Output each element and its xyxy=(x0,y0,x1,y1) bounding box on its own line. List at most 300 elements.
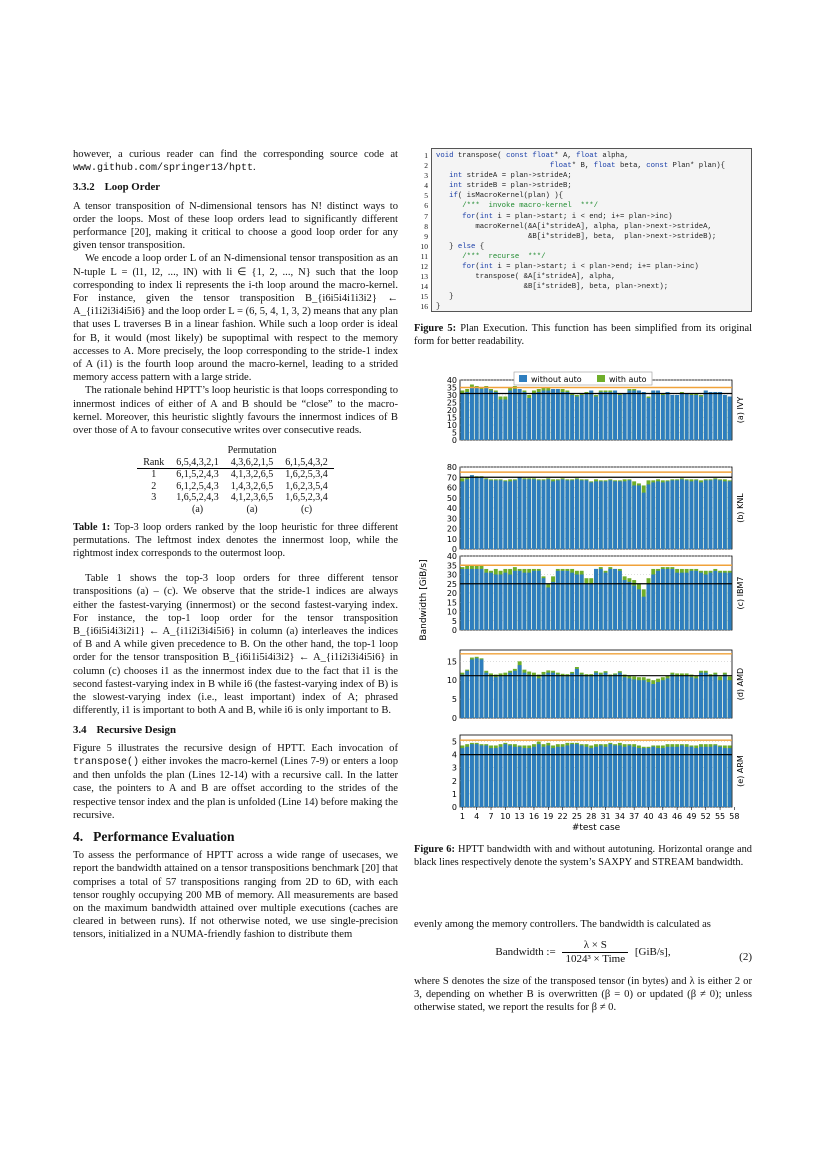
bar-without-auto xyxy=(647,584,651,630)
bar-without-auto xyxy=(470,388,474,441)
bar-without-auto xyxy=(584,584,588,630)
bar-without-auto xyxy=(561,747,565,807)
bar-without-auto xyxy=(728,573,732,630)
bar-without-auto xyxy=(723,675,727,718)
bar-without-auto xyxy=(570,480,574,549)
bar-without-auto xyxy=(475,388,479,441)
bar-without-auto xyxy=(656,748,660,807)
y-tick-label: 20 xyxy=(446,406,457,415)
bar-without-auto xyxy=(542,578,546,630)
bar-without-auto xyxy=(594,397,598,441)
bar-without-auto xyxy=(508,575,512,631)
bar-without-auto xyxy=(661,395,665,440)
code-box xyxy=(431,148,752,312)
y-tick-label: 0 xyxy=(451,436,457,445)
bar-without-auto xyxy=(694,678,698,718)
bar-without-auto xyxy=(608,392,612,440)
x-tick-label: 22 xyxy=(557,812,568,821)
y-tick-label: 3 xyxy=(451,763,457,773)
bar-without-auto xyxy=(718,573,722,630)
bar-without-auto xyxy=(494,392,498,440)
legend-swatch-without xyxy=(519,375,527,382)
bar-without-auto xyxy=(546,587,550,630)
bar-without-auto xyxy=(632,747,636,807)
bar-without-auto xyxy=(637,748,641,807)
bar-without-auto xyxy=(584,394,588,441)
bar-without-auto xyxy=(627,582,631,630)
bar-without-auto xyxy=(594,747,598,807)
y-tick-label: 0 xyxy=(451,545,457,554)
performance-evaluation-paragraph: To assess the performance of HPTT across a wide range of usecases, we report the bandwidth attained on a tensor transpositions benchmark [20] that comprises a total of 57 transpositions ranging from 2D to 6D, with each tensor roughly occupying 200 MB of memory. All measurements are based on the maximum bandwidth attained over multiple executions (caches are cleared in between runs). If not otherwise noted, we use single-precision tensors, initialized in a NUMA-friendly fashion to distribute them xyxy=(73,850,398,941)
bar-without-auto xyxy=(637,589,641,630)
bar-without-auto xyxy=(589,748,593,807)
code-listing xyxy=(414,148,752,312)
y-tick-label: 60 xyxy=(446,483,457,493)
bar-without-auto xyxy=(699,673,703,718)
bar-without-auto xyxy=(689,747,693,807)
bar-without-auto xyxy=(484,673,488,718)
bar-without-auto xyxy=(542,747,546,807)
panel-label: (d) AMD xyxy=(736,667,745,701)
bar-without-auto xyxy=(647,748,651,807)
bar-without-auto xyxy=(670,747,674,807)
y-tick-label: 30 xyxy=(446,570,457,580)
bar-without-auto xyxy=(709,573,713,630)
bar-without-auto xyxy=(694,480,698,549)
equation-number: (2) xyxy=(739,951,752,964)
bar-without-auto xyxy=(503,676,507,718)
bar-without-auto xyxy=(532,571,536,630)
y-tick-label: 30 xyxy=(446,514,457,524)
bar-without-auto xyxy=(575,744,579,807)
bandwidth-paragraph: evenly among the memory controllers. The bandwidth is calculated as xyxy=(414,919,711,930)
bar-without-auto xyxy=(465,479,469,549)
bar-without-auto xyxy=(489,480,493,549)
x-axis-label: #test case xyxy=(571,823,621,830)
table-row: 2 6,1,2,5,4,3 1,4,3,2,6,5 1,6,2,3,5,4 xyxy=(151,480,328,492)
bar-without-auto xyxy=(589,676,593,718)
x-tick-label: 58 xyxy=(729,812,740,821)
bar-without-auto xyxy=(546,391,550,441)
bar-without-auto xyxy=(685,394,689,441)
bar-without-auto xyxy=(647,682,651,718)
bar-without-auto xyxy=(489,748,493,807)
bar-without-auto xyxy=(670,675,674,718)
bar-without-auto xyxy=(613,569,617,630)
loop-order-paragraph-3: The rationale behind HPTT’s loop heuristic is that loops corresponding to innermost indices of either of A and B should be “close” to the macro-kernel. Moreover, this heuristic slightly favours the innermost indices of B over those of A to favour consecutive writes over consecutive reads. xyxy=(73,385,398,437)
bar-without-auto xyxy=(465,747,469,807)
bandwidth-equation: Bandwidth := $\frac{\lambda \times S}{\text{1024³ × Time}}$ [GiB/s], (2) xyxy=(495,939,752,966)
table-discussion-paragraph: Table 1 shows the top-3 loop orders for three different tensor transpositions (a) – (c). We observe that the stride-1 indices are always either the fastest-varying (innermost) or the second fastest-varying index. For instance, the top-1 loop order for the tensor transposition B_{i6i5i4i3i2i1} ← A_{i1i2i3i4i5i6} in column (a) interleaves the indices of B and A while given precedence to B. On the other hand, the top-1 loop order for the tensor transposition B_{i6i1i5i4i3i2} ← A_{i1i2i3i4i5i6} in column (c) chooses i1 as the innermost index due to the fact that i1 is the second fastest-varying index in B while i6 (the fastest-varying index of B) is the slowest-varying index (i.e., least important) index of A; phrased differently, i1 is important to both A and B, while i6 is only important to B. xyxy=(73,573,398,717)
bandwidth-definition-paragraph: where S denotes the size of the transposed tensor (in bytes) and λ is either 2 or 3, depending on whether B is overwritten (β = 0) or updated (β ≠ 0); unless otherwise stated, we report the results for β ≠ 0. xyxy=(414,975,752,1014)
intro-paragraph: however, a curious reader can find the corresponding source code at www.github.com/springer13/hptt. xyxy=(73,149,398,175)
y-tick-label: 40 xyxy=(446,552,457,561)
bar-without-auto xyxy=(460,675,464,718)
bar-without-auto xyxy=(666,392,670,440)
legend-label-with: with auto xyxy=(609,375,647,384)
loop-order-paragraph-1: A tensor transposition of N-dimensional tensors has N! distinct ways to order the loops. Most of these loop orders lead to significantly different performance [20], making it critical to choose a good loop order for any given tensor transposition. xyxy=(73,200,398,252)
bar-without-auto xyxy=(527,748,531,807)
bar-without-auto xyxy=(632,391,636,441)
bar-without-auto xyxy=(489,676,493,718)
bar-without-auto xyxy=(537,480,541,549)
y-tick-label: 20 xyxy=(446,589,457,598)
bar-without-auto xyxy=(546,673,550,718)
x-tick-label: 43 xyxy=(657,812,668,821)
bar-without-auto xyxy=(709,747,713,807)
bar-without-auto xyxy=(694,748,698,807)
bar-without-auto xyxy=(661,482,665,549)
bar-without-auto xyxy=(723,573,727,630)
bar-without-auto xyxy=(608,480,612,549)
bar-without-auto xyxy=(570,744,574,807)
y-tick-label: 15 xyxy=(446,413,457,423)
bar-without-auto xyxy=(689,677,693,718)
panel-label: (c) IBM7 xyxy=(736,576,745,610)
bar-without-auto xyxy=(475,744,479,807)
section-3-4-heading: 3.4 Recursive Design xyxy=(73,723,176,736)
bar-without-auto xyxy=(542,391,546,441)
bar-without-auto xyxy=(699,573,703,630)
bar-without-auto xyxy=(484,479,488,549)
bar-without-auto xyxy=(661,748,665,807)
bar-without-auto xyxy=(608,744,612,807)
bar-without-auto xyxy=(604,573,608,630)
y-tick-label: 5 xyxy=(451,428,457,438)
bar-without-auto xyxy=(699,482,703,549)
bar-without-auto xyxy=(680,394,684,441)
bar-without-auto xyxy=(537,571,541,630)
bar-without-auto xyxy=(675,747,679,807)
bar-without-auto xyxy=(604,673,608,718)
table-perm-header: 4,3,6,2,1,5 xyxy=(230,456,274,468)
y-tick-label: 50 xyxy=(446,493,457,503)
bar-without-auto xyxy=(723,748,727,807)
bar-without-auto xyxy=(718,747,722,807)
y-tick-label: 15 xyxy=(446,657,457,667)
bar-without-auto xyxy=(670,569,674,630)
bar-without-auto xyxy=(561,676,565,718)
y-tick-label: 1 xyxy=(451,789,457,799)
y-tick-label: 0 xyxy=(451,626,457,635)
bar-without-auto xyxy=(675,676,679,718)
right-bottom-text xyxy=(414,918,752,1014)
y-tick-label: 70 xyxy=(446,473,457,483)
bar-without-auto xyxy=(604,747,608,807)
bar-without-auto xyxy=(632,586,636,630)
bar-without-auto xyxy=(651,482,655,549)
bar-without-auto xyxy=(713,392,717,440)
x-tick-label: 1 xyxy=(459,812,465,821)
section-4-heading: 4. Performance Evaluation xyxy=(73,828,235,844)
bar-without-auto xyxy=(680,479,684,549)
table-rank-header: Rank xyxy=(143,456,165,468)
table-perm-header: 6,1,5,4,3,2 xyxy=(285,456,328,468)
figure-6-caption-block xyxy=(414,843,752,869)
bar-without-auto xyxy=(503,573,507,630)
bar-without-auto xyxy=(475,569,479,630)
bar-without-auto xyxy=(728,481,732,549)
left-column xyxy=(73,148,398,942)
bar-without-auto xyxy=(661,569,665,630)
bar-without-auto xyxy=(537,744,541,807)
bar-without-auto xyxy=(499,747,503,807)
bar-without-auto xyxy=(522,479,526,549)
bar-without-auto xyxy=(480,477,484,549)
bar-without-auto xyxy=(623,481,627,549)
bar-without-auto xyxy=(685,573,689,630)
y-tick-label: 5 xyxy=(451,695,457,705)
bar-without-auto xyxy=(565,676,569,718)
bar-without-auto xyxy=(713,479,717,549)
bar-without-auto xyxy=(561,571,565,630)
bar-without-auto xyxy=(513,571,517,630)
bar-without-auto xyxy=(704,575,708,631)
bar-without-auto xyxy=(513,671,517,718)
bar-without-auto xyxy=(666,678,670,718)
github-url[interactable]: www.github.com/springer13/hptt xyxy=(73,163,254,175)
bar-without-auto xyxy=(613,675,617,718)
bar-without-auto xyxy=(527,573,531,630)
x-tick-label: 31 xyxy=(600,812,611,821)
bar-without-auto xyxy=(527,675,531,718)
bar-without-auto xyxy=(484,573,488,630)
bar-without-auto xyxy=(460,569,464,630)
bar-without-auto xyxy=(680,676,684,718)
y-tick-label: 2 xyxy=(451,776,457,786)
bar-without-auto xyxy=(675,480,679,549)
bar-without-auto xyxy=(599,481,603,549)
bar-without-auto xyxy=(556,389,560,440)
bar-without-auto xyxy=(685,676,689,718)
bar-without-auto xyxy=(580,480,584,549)
panel-label: (a) IVY xyxy=(736,396,745,424)
code-line-numbers: 1 2 3 4 5 6 7 8 9 10 11 12 13 14 15 16 xyxy=(420,151,428,312)
bar-without-auto xyxy=(508,391,512,441)
bar-without-auto xyxy=(494,480,498,549)
bar-without-auto xyxy=(556,675,560,718)
table-group-header: Permutation xyxy=(227,445,277,457)
bar-without-auto xyxy=(642,748,646,807)
bar-without-auto xyxy=(651,575,655,631)
bar-without-auto xyxy=(718,392,722,440)
y-tick-label: 35 xyxy=(446,561,457,571)
y-tick-label: 0 xyxy=(451,803,457,812)
bar-without-auto xyxy=(594,569,598,630)
bar-without-auto xyxy=(518,571,522,630)
bar-without-auto xyxy=(565,480,569,549)
y-tick-label: 40 xyxy=(446,504,457,513)
bar-without-auto xyxy=(651,391,655,441)
bar-without-auto xyxy=(637,485,641,549)
bar-without-auto xyxy=(589,584,593,630)
bar-without-auto xyxy=(642,493,646,549)
bar-without-auto xyxy=(484,388,488,441)
bar-without-auto xyxy=(499,575,503,631)
panel-label: (e) ARM xyxy=(736,755,745,787)
bar-without-auto xyxy=(623,677,627,718)
bar-without-auto xyxy=(465,392,469,440)
bar-without-auto xyxy=(604,392,608,440)
bar-without-auto xyxy=(637,391,641,441)
bar-without-auto xyxy=(666,569,670,630)
bar-without-auto xyxy=(575,575,579,631)
bar-without-auto xyxy=(689,571,693,630)
bar-without-auto xyxy=(642,680,646,718)
y-tick-label: 5 xyxy=(451,616,457,626)
bar-without-auto xyxy=(494,748,498,807)
bar-without-auto xyxy=(532,479,536,549)
bar-without-auto xyxy=(522,392,526,440)
x-tick-label: 37 xyxy=(629,812,640,821)
bar-without-auto xyxy=(575,479,579,549)
bar-without-auto xyxy=(489,391,493,441)
bar-without-auto xyxy=(522,748,526,807)
bar-without-auto xyxy=(675,395,679,440)
bar-without-auto xyxy=(527,479,531,549)
y-tick-label: 25 xyxy=(446,398,457,408)
bar-without-auto xyxy=(627,480,631,549)
x-tick-label: 13 xyxy=(514,812,525,821)
figure-5-caption: Figure 5: Plan Execution. This function has been simplified from its original form for better readability. xyxy=(414,323,752,347)
y-tick-label: 10 xyxy=(446,421,457,430)
bar-without-auto xyxy=(513,480,517,549)
bar-without-auto xyxy=(613,391,617,441)
bar-without-auto xyxy=(709,392,713,440)
bar-without-auto xyxy=(670,480,674,549)
bar-without-auto xyxy=(580,675,584,718)
bar-without-auto xyxy=(685,747,689,807)
bar-without-auto xyxy=(508,673,512,718)
bar-without-auto xyxy=(570,673,574,718)
bar-without-auto xyxy=(704,747,708,807)
bar-without-auto xyxy=(661,680,665,718)
bar-without-auto xyxy=(608,676,612,718)
bar-without-auto xyxy=(499,676,503,718)
bar-without-auto xyxy=(618,395,622,440)
bar-without-auto xyxy=(494,677,498,718)
bar-without-auto xyxy=(728,397,732,441)
bar-without-auto xyxy=(551,582,555,630)
bar-without-auto xyxy=(608,569,612,630)
bar-without-auto xyxy=(632,485,636,549)
table-row: 3 1,6,5,2,4,3 4,1,2,3,6,5 1,6,5,2,3,4 xyxy=(151,492,328,504)
x-tick-label: 46 xyxy=(672,812,683,821)
bar-without-auto xyxy=(666,481,670,549)
x-tick-label: 52 xyxy=(700,812,711,821)
bar-without-auto xyxy=(584,747,588,807)
y-tick-label: 30 xyxy=(446,391,457,400)
bar-without-auto xyxy=(518,477,522,549)
bar-without-auto xyxy=(580,395,584,440)
bar-without-auto xyxy=(618,571,622,630)
table-row: 1 6,1,5,2,4,3 4,1,3,2,6,5 1,6,2,5,3,4 xyxy=(151,469,328,481)
legend-swatch-with xyxy=(597,375,605,382)
bar-without-auto xyxy=(470,475,474,549)
bar-without-auto xyxy=(475,658,479,718)
bar-without-auto xyxy=(704,673,708,718)
bar-without-auto xyxy=(623,394,627,441)
bar-without-auto xyxy=(656,682,660,718)
x-tick-label: 40 xyxy=(643,812,654,821)
bar-without-auto xyxy=(647,398,651,440)
bar-without-auto xyxy=(556,747,560,807)
bar-without-auto xyxy=(656,481,660,549)
bar-without-auto xyxy=(537,392,541,440)
bar-without-auto xyxy=(465,671,469,718)
bar-without-auto xyxy=(647,484,651,549)
bar-without-auto xyxy=(623,747,627,807)
bar-without-auto xyxy=(480,569,484,630)
bar-without-auto xyxy=(460,394,464,441)
bar-without-auto xyxy=(570,395,574,440)
bar-without-auto xyxy=(565,571,569,630)
bar-without-auto xyxy=(670,395,674,440)
bar-without-auto xyxy=(551,481,555,549)
bar-without-auto xyxy=(546,479,550,549)
y-tick-label: 5 xyxy=(451,737,457,747)
bar-without-auto xyxy=(618,481,622,549)
y-tick-label: 20 xyxy=(446,524,457,534)
code-text: void transpose( const float* A, float alpha, float* B, float beta, const Plan* plan){ int strideA = plan->strideA; int strideB = plan->strideB; if( isMacroKernel(plan) ){ /*** invoke macro-kernel ***/ for(int i = plan->start; i < end; i+= plan->inc) macroKernel(&A[i*strideA], alpha, plan->next->strideA, &B[i*strideB], beta, plan->next->strideB); } else { /*** recurse ***/ for(int i = plan->start; i < plan->end; i+= plan->inc) transpose( &A[i*strideA], alpha, &B[i*strideB], beta, plan->next); } } xyxy=(436,152,726,312)
bar-without-auto xyxy=(656,571,660,630)
bar-without-auto xyxy=(599,392,603,440)
bar-without-auto xyxy=(642,597,646,630)
x-tick-label: 25 xyxy=(571,812,583,821)
bar-without-auto xyxy=(642,392,646,440)
bar-without-auto xyxy=(470,659,474,718)
bar-without-auto xyxy=(537,678,541,718)
y-tick-label: 10 xyxy=(446,607,457,617)
bar-without-auto xyxy=(618,673,622,718)
bar-without-auto xyxy=(723,481,727,549)
bar-without-auto xyxy=(522,673,526,718)
y-tick-label: 80 xyxy=(446,463,457,472)
table-column-tags: (a) (a) (c) xyxy=(191,503,313,515)
bar-without-auto xyxy=(613,481,617,549)
bar-without-auto xyxy=(532,394,536,441)
x-tick-label: 34 xyxy=(614,812,625,821)
bar-without-auto xyxy=(694,395,698,440)
bar-without-auto xyxy=(685,480,689,549)
bar-without-auto xyxy=(522,573,526,630)
bar-without-auto xyxy=(718,480,722,549)
x-tick-label: 7 xyxy=(488,812,494,821)
bar-without-auto xyxy=(604,481,608,549)
x-tick-label: 28 xyxy=(586,812,597,821)
bar-without-auto xyxy=(699,747,703,807)
y-axis-label: Bandwidth [GiB/s] xyxy=(419,559,429,641)
loop-order-paragraph-2: We encode a loop order L of an N-dimensional tensor transposition as an N-tuple L = (l1, l2, ..., lN) with li ∈ {1, 2, ..., N} such that the loop corresponding to index li represents the i-th loop around the macro-kernel. For instance, given the tensor transposition B_{i6i5i4i1i3i2} ← A_{i1i2i3i4i5i6} and the loop order L = (6, 5, 4, 1, 3, 2) means that any plan that uses L traverses B in a linear fashion. While such a loop order is ideal for B, it would (most likely) be supoptimal with respect to the memory accesses to A. More precisely, the loop corresponding to the stride-1 index of A (i1) is the fourth loop around the macro-kernel, leading to a strided memory access pattern with a large stride. xyxy=(73,253,398,384)
bar-without-auto xyxy=(503,481,507,549)
bar-without-auto xyxy=(532,747,536,807)
bar-without-auto xyxy=(675,573,679,630)
recursive-design-paragraph: Figure 5 illustrates the recursive design of HPTT. Each invocation of transpose() either invokes the macro-kernel (Lines 7-9) or enters a loop and then unfolds the plan (Lines 12-14) with a recursive call. In the latter case, the pointers to A and B are offset according to the strides of the respective tensor index and the plan is unfolded (Line 14) before making the recursive. xyxy=(73,742,398,821)
table-perm-header: 6,5,4,3,2,1 xyxy=(176,456,219,468)
y-tick-label: 25 xyxy=(446,579,457,589)
bar-without-auto xyxy=(475,477,479,549)
x-tick-label: 16 xyxy=(528,812,540,821)
bar-without-auto xyxy=(584,480,588,549)
bar-without-auto xyxy=(513,747,517,807)
bar-without-auto xyxy=(651,747,655,807)
loop-order-table xyxy=(137,445,334,515)
bar-without-auto xyxy=(689,481,693,549)
bar-without-auto xyxy=(470,744,474,807)
bar-without-auto xyxy=(599,569,603,630)
bar-without-auto xyxy=(556,571,560,630)
right-column xyxy=(414,148,752,348)
